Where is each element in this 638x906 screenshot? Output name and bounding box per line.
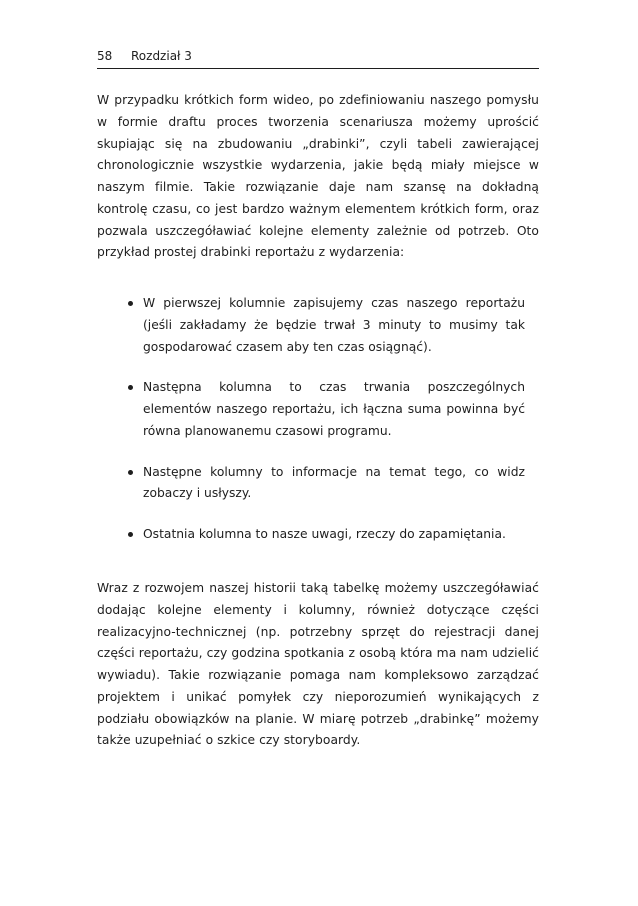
body-paragraph-closing: Wraz z rozwojem naszej historii taką tabelkę możemy uszczegóławiać dodając kolejne elementy i kolumny, również dotyczące części realizacyjno-technicznej (np. potrzebny sprzęt do rejestracji danej części reportażu, czy godzina spotkania z osobą która ma nam udzielić wywiadu). Takie rozwiązanie pomaga nam kompleksowo zarządzać projektem i unikać pomyłek czy nieporozumień wynikających z podziału obowiązków na planie. W miarę potrzeb „drabinkę” możemy także uzupełniać o szkice czy storyboardy. <box>97 581 539 748</box>
chapter-title: Rozdział 3 <box>131 49 192 63</box>
bullet-text: Ostatnia kolumna to nasze uwagi, rzeczy do zapamiętania. <box>143 527 506 541</box>
bullet-point-icon <box>128 470 133 475</box>
bullet-list <box>125 293 525 546</box>
bullet-point-icon <box>128 301 133 306</box>
bullet-text: W pierwszej kolumnie zapisujemy czas naszego reportażu (jeśli zakładamy że będzie trwał 3 minuty to musimy tak gospodarować czasem aby ten czas osiągnąć). <box>143 296 525 354</box>
bullet-item-first-column <box>125 293 525 358</box>
page-number: 58 <box>97 49 113 63</box>
running-header <box>97 49 539 69</box>
bullet-point-icon <box>128 385 133 390</box>
bullet-item-last-column <box>125 524 525 546</box>
bullet-item-second-column <box>125 377 525 442</box>
bullet-text: Następne kolumny to informacje na temat tego, co widz zobaczy i usłyszy. <box>143 464 525 501</box>
bullet-item-next-columns <box>125 462 525 506</box>
bullet-text: Następna kolumna to czas trwania poszczególnych elementów naszego reportażu, ich łączna suma powinna być równa planowanemu czasowi programu. <box>143 380 525 438</box>
body-paragraph-intro: W przypadku krótkich form wideo, po zdefiniowaniu naszego pomysłu w formie draftu proces tworzenia scenariusza możemy uprościć skupiając się na zbudowaniu „drabinki”, czyli tabeli zawierającej chronologicznie wszystkie wydarzenia, jakie będą miały miejsce w naszym filmie. Takie rozwiązanie daje nam szansę na dokładną kontrolę czasu, co jest bardzo ważnym elementem krótkich form, oraz pozwala uszczegóławiać kolejne elementy zależnie od potrzeb. Oto przykład prostej drabinki reportażu z wydarzenia: <box>97 93 539 260</box>
bullet-point-icon <box>128 532 133 537</box>
